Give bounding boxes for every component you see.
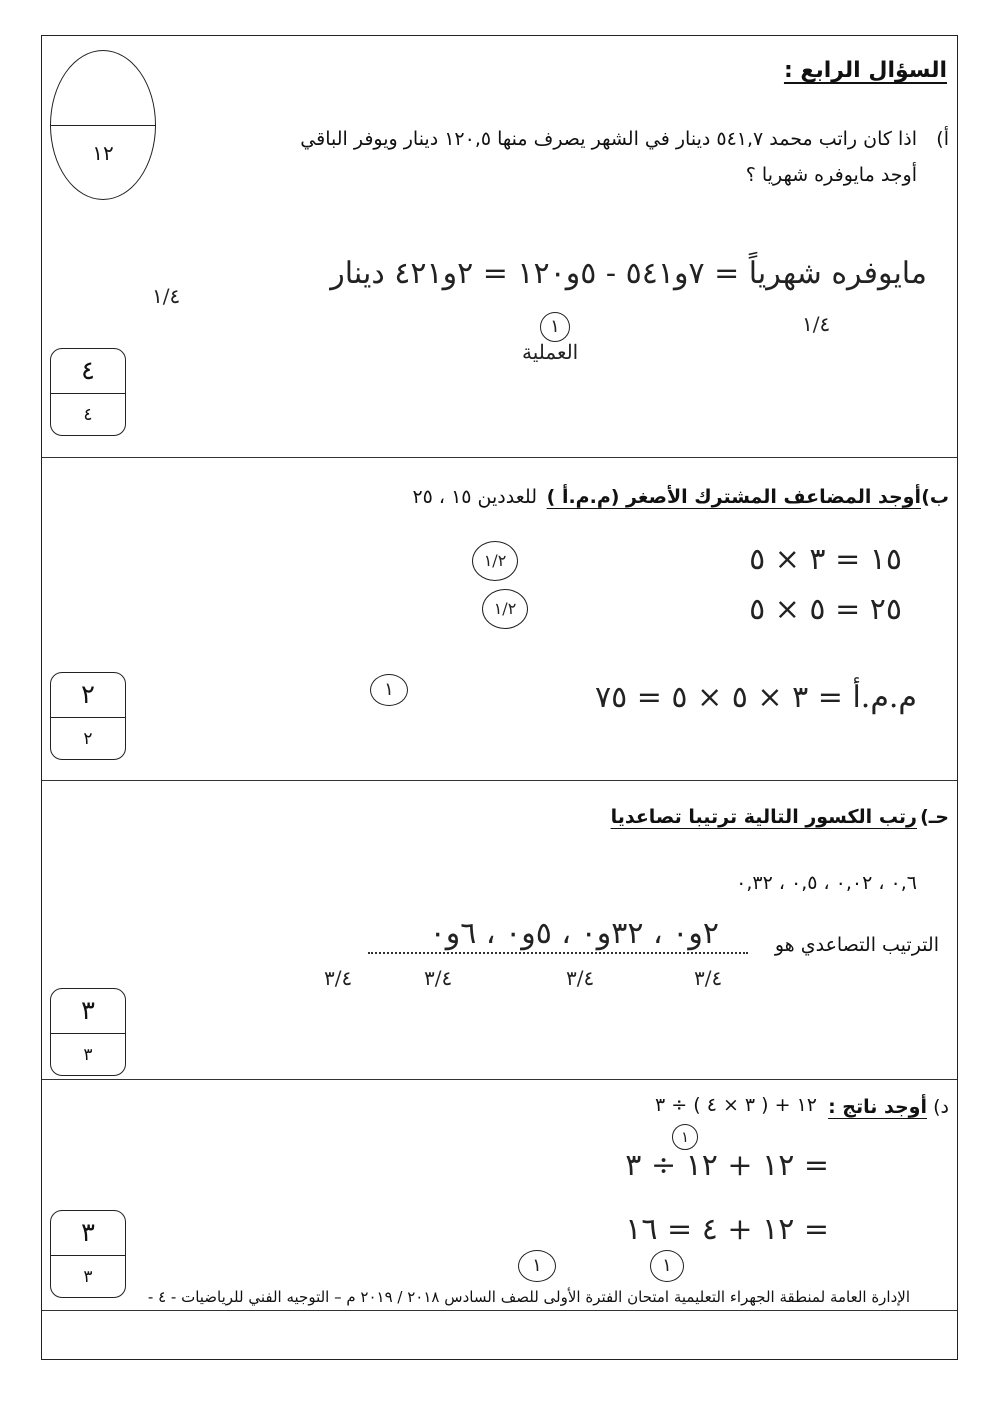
part-b-score-awarded: ٢ (81, 680, 95, 710)
part-d-prompt: أوجد ناتج : (828, 1096, 927, 1118)
part-d-step1: = ١٢ + ١٢ ÷ ٣ (625, 1148, 829, 1183)
part-d-expression: ١٢ + ( ٣ × ٤ ) ÷ ٣ (655, 1094, 817, 1116)
part-d-circled-mark-2: ١ (518, 1250, 556, 1282)
part-a-score-max: ٤ (83, 405, 93, 425)
question-title: السؤال الرابع : (783, 58, 947, 83)
total-score: ١٢ (92, 141, 114, 165)
part-a-circled-mark: ١ (540, 312, 570, 342)
part-d-score-awarded: ٣ (81, 1218, 95, 1248)
part-c-score-awarded: ٣ (81, 996, 95, 1026)
part-a-label: أ) (936, 128, 949, 150)
part-a-answer: مايوفره شهرياً = ٧و٥٤١ - ٥و١٢٠ = ٢و٤٢١ دينار (330, 256, 927, 291)
part-b-line2: ٢٥ = ٥ × ٥ (749, 592, 902, 627)
oval-divider (51, 125, 155, 126)
part-c-score-max: ٣ (83, 1045, 93, 1065)
part-c-score-box (50, 988, 126, 1076)
part-c-prompt: رتب الكسور التالية ترتيبا تصاعديا (610, 806, 917, 828)
part-b-half-mark-1: ١/٢ (472, 541, 518, 581)
part-a-text-line2: أوجد مايوفره شهريا ؟ (745, 164, 917, 186)
part-a-text-line1: اذا كان راتب محمد ٥٤١,٧ دينار في الشهر يصرف منها ١٢٠,٥ دينار ويوفر الباقي (300, 128, 917, 150)
part-b-line1: ١٥ = ٣ × ٥ (749, 542, 902, 577)
part-b-score-box (50, 672, 126, 760)
part-b-line3: م.م.أ = ٣ × ٥ × ٥ = ٧٥ (594, 680, 917, 715)
part-c-answer-line (368, 952, 748, 954)
part-a-quarter-right: ١/٤ (802, 312, 831, 336)
part-c-answer: ٢و٠ ، ٣٢و٠ ، ٥و٠ ، ٦و٠ (429, 916, 719, 951)
part-c-answer-label: الترتيب التصاعدي هو (774, 934, 939, 956)
section-divider (42, 457, 957, 458)
part-c-quarter-mark: ٣/٤ (694, 966, 723, 990)
part-d-score-box (50, 1210, 126, 1298)
part-d-circled-mark-1: ١ (672, 1124, 698, 1150)
part-a-mark-note: العملية (522, 340, 579, 364)
part-b-score-max: ٢ (83, 729, 93, 749)
part-b-numbers: للعددين ١٥ ، ٢٥ (412, 486, 537, 508)
section-divider (42, 1079, 957, 1080)
part-b-prompt: أوجد المضاعف المشترك الأصغر (م.م.أ ) (546, 486, 921, 508)
part-a-score-awarded: ٤ (81, 356, 95, 386)
exam-page-frame (41, 35, 958, 1360)
section-divider (42, 780, 957, 781)
page-footer: الإدارة العامة لمنطقة الجهراء التعليمية امتحان الفترة الأولى للصف السادس ٢٠١٨ / ٢٠١٩ م – التوجيه الفني للرياضيات - ٤ - (147, 1288, 910, 1306)
part-b-circled-mark: ١ (370, 674, 408, 706)
part-d-step2: = ١٢ + ٤ = ١٦ (625, 1212, 829, 1247)
part-c-label: حـ) (920, 806, 949, 828)
part-c-quarter-mark: ٣/٤ (566, 966, 595, 990)
part-d-label: د) (933, 1096, 949, 1118)
footer-divider (42, 1310, 957, 1311)
part-c-quarter-mark: ٣/٤ (424, 966, 453, 990)
part-d-circled-mark-3: ١ (650, 1250, 684, 1282)
part-a-quarter-left: ١/٤ (152, 284, 181, 308)
part-a-score-box (50, 348, 126, 436)
part-c-quarter-mark: ٣/٤ (324, 966, 353, 990)
total-score-oval (50, 50, 156, 200)
part-c-values: ٠,٦ ، ٠,٠٢ ، ٠,٥ ، ٠,٣٢ (736, 872, 917, 894)
part-d-score-max: ٣ (83, 1267, 93, 1287)
part-b-half-mark-2: ١/٢ (482, 589, 528, 629)
part-b-label: ب) (921, 486, 949, 508)
